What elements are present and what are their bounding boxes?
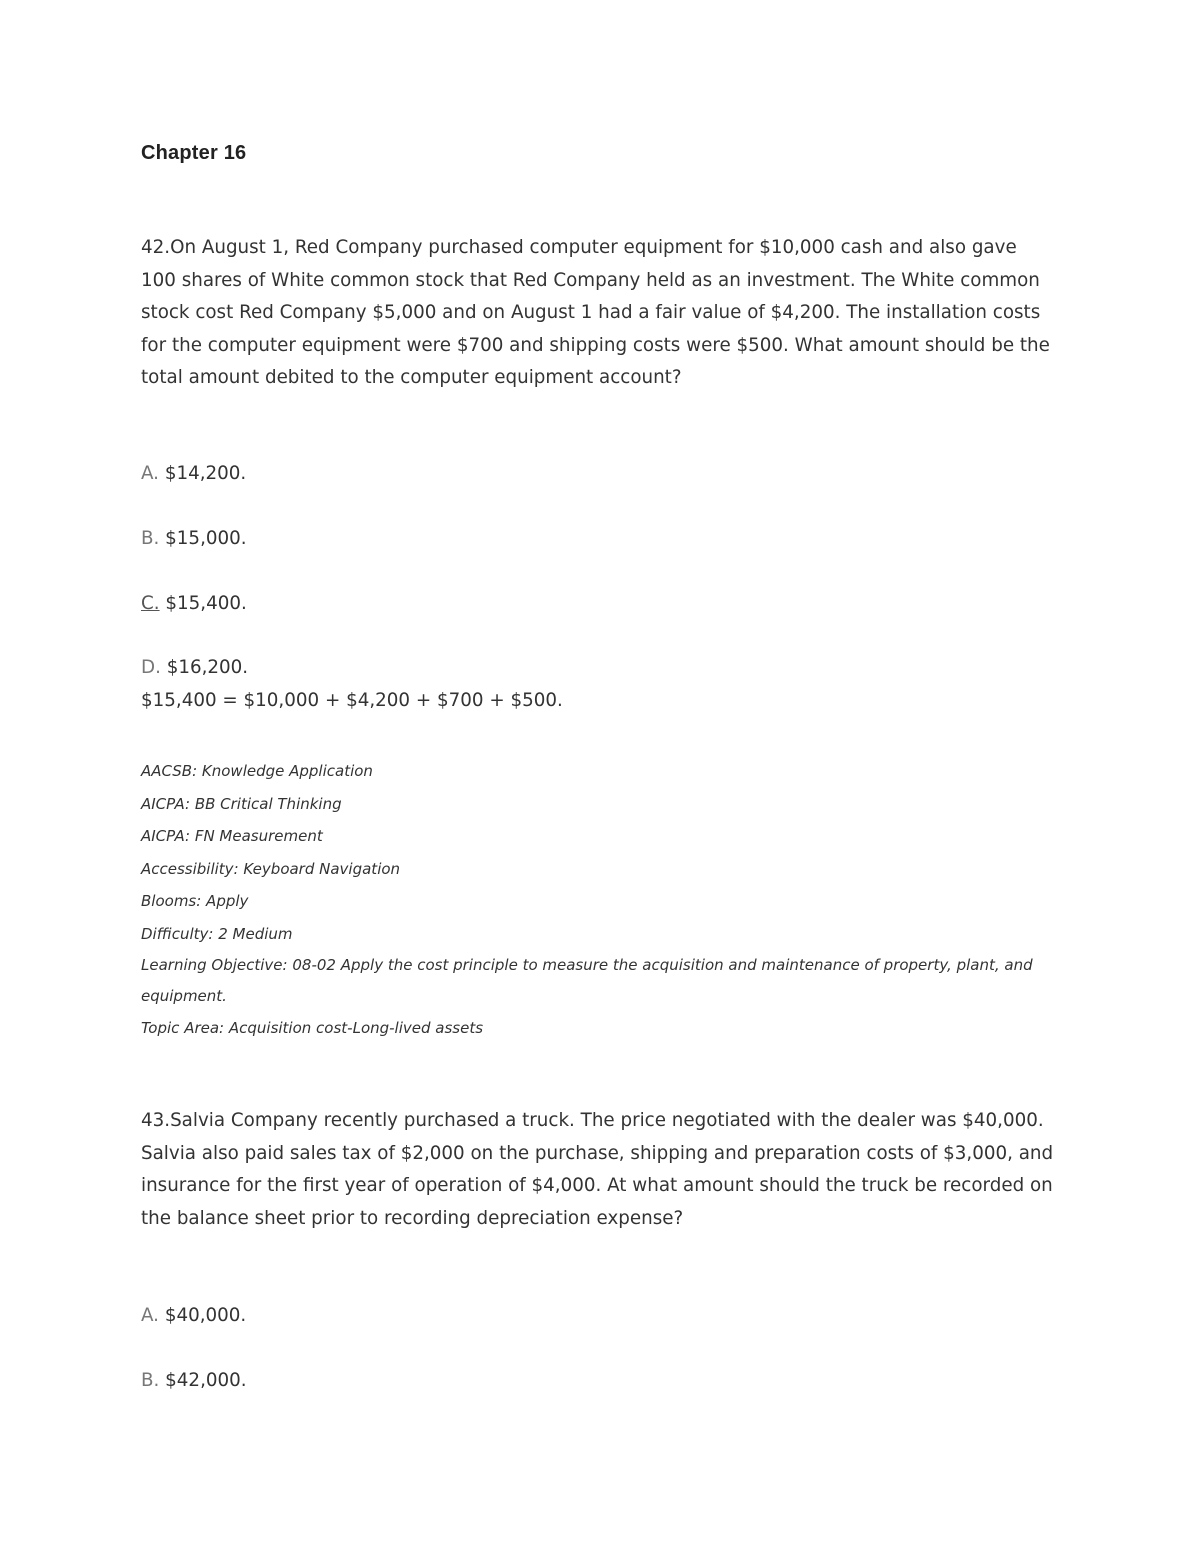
meta-aacsb: AACSB: Knowledge Application: [141, 762, 373, 780]
question-43-choice-b: [141, 1366, 247, 1396]
question-42-choice-b: [141, 524, 247, 554]
question-42-explanation: $15,400 = $10,000 + $4,200 + $700 + $500.: [141, 690, 563, 711]
choice-letter: A.: [141, 463, 159, 484]
question-43-text: 43.Salvia Company recently purchased a truck. The price negotiated with the dealer was $40,000. Salvia also paid sales tax of $2,000 on the purchase, shipping and preparation costs of $3,000, and insurance for the first year of operation of $4,000. At what amount should the truck be recorded on the balance sheet prior to recording depreciation expense?: [141, 1110, 1054, 1229]
meta-aicpa-fn: AICPA: FN Measurement: [141, 827, 323, 845]
choice-value: $42,000.: [165, 1370, 247, 1391]
question-43-choice-a: [141, 1301, 246, 1331]
choice-letter: B.: [141, 1370, 160, 1391]
choice-letter: D.: [141, 657, 161, 678]
choice-value: $15,400.: [165, 593, 247, 614]
choice-letter-correct: C.: [141, 593, 160, 614]
question-42-text: 42.On August 1, Red Company purchased computer equipment for $10,000 cash and also gave 100 shares of White common stock that Red Company held as an investment. The White common stock cost Red Company $5,000 and on August 1 had a fair value of $4,200. The installation costs for the computer equipment were $700 and shipping costs were $500. What amount should be the total amount debited to the computer equipment account?: [141, 237, 1050, 388]
question-42-choice-d: [141, 653, 248, 683]
meta-blooms: Blooms: Apply: [141, 892, 249, 910]
question-42-metadata: [141, 755, 1051, 1045]
choice-value: $16,200.: [166, 657, 249, 678]
choice-letter: A.: [141, 1305, 159, 1326]
chapter-title: Chapter 16: [141, 142, 247, 164]
meta-accessibility: Accessibility: Keyboard Navigation: [141, 859, 401, 878]
choice-letter: B.: [141, 528, 160, 549]
meta-topic-area: Topic Area: Acquisition cost-Long-lived assets: [141, 1019, 484, 1037]
choice-value: $14,200.: [164, 463, 247, 484]
question-42-choice-a: [141, 459, 246, 489]
choice-value: $40,000.: [164, 1305, 247, 1326]
question-42-choice-c-correct: [141, 589, 247, 619]
meta-learning-objective: Learning Objective: 08-02 Apply the cost principle to measure the acquisition and maintenance of property, plant, and equipment.: [141, 956, 1033, 1005]
choice-value: $15,000.: [165, 528, 247, 549]
meta-aicpa-bb: AICPA: BB Critical Thinking: [141, 794, 342, 813]
meta-difficulty: Difficulty: 2 Medium: [141, 924, 293, 943]
